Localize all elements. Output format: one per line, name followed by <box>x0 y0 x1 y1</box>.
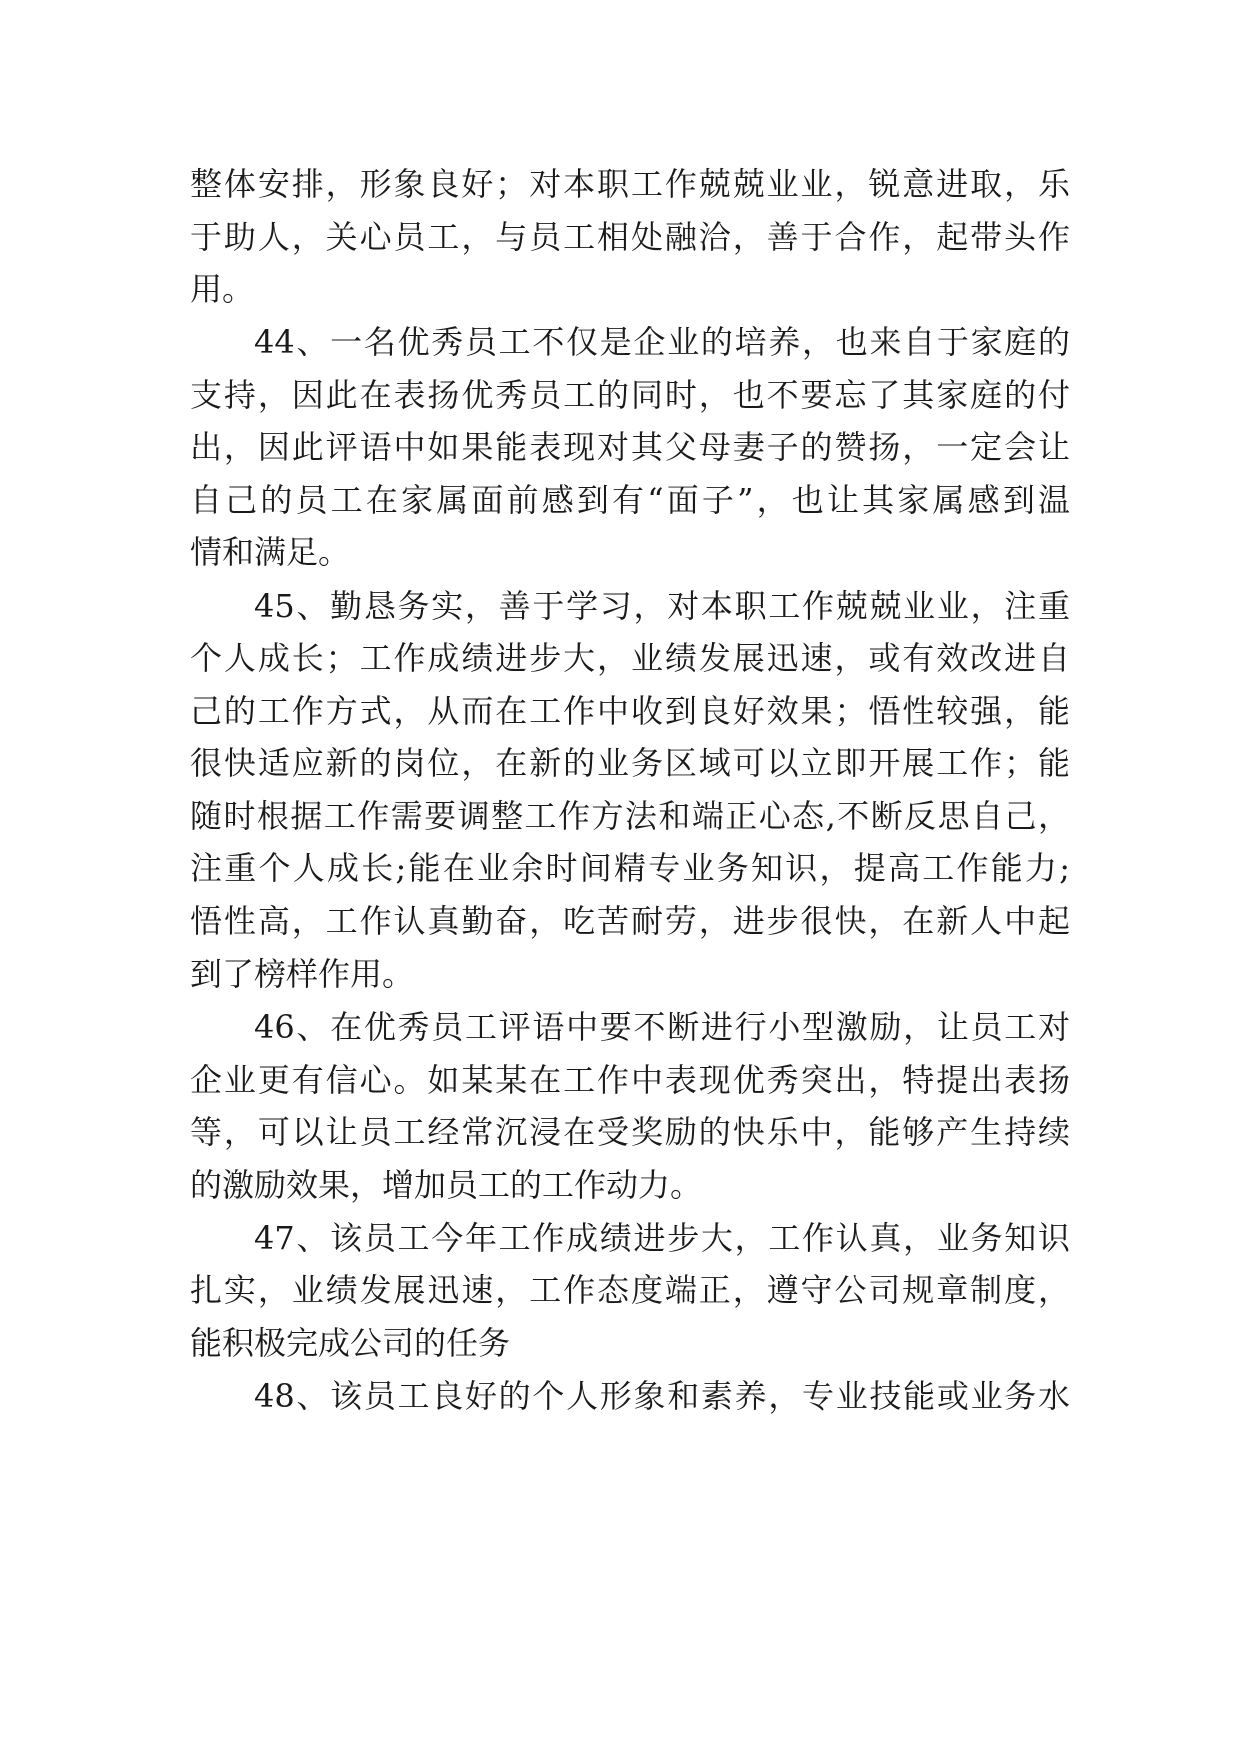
text-line: 的激励效果，增加员工的工作动力。 <box>190 1166 703 1204</box>
text-line: 用。 <box>190 270 255 308</box>
text-line: 整体安排，形象良好；对本职工作兢兢业业，锐意进取，乐 <box>190 165 1070 203</box>
text-line: 支持，因此在表扬优秀员工的同时，也不要忘了其家庭的付 <box>190 376 1070 414</box>
paragraph-45-first-line: 45、勤恳务实，善于学习，对本职工作兢兢业业，注重 <box>254 587 1070 625</box>
paragraph-47-first-line: 47、该员工今年工作成绩进步大，工作认真，业务知识 <box>254 1219 1070 1257</box>
text-line: 注重个人成长;能在业余时间精专业务知识，提高工作能力; <box>190 849 1070 887</box>
text-line: 个人成长；工作成绩进步大，业绩发展迅速，或有效改进自 <box>190 639 1070 677</box>
text-line: 很快适应新的岗位，在新的业务区域可以立即开展工作；能 <box>190 744 1070 782</box>
text-line: 自己的员工在家属面前感到有“面子”，也让其家属感到温 <box>190 481 1070 519</box>
text-line: 情和满足。 <box>190 533 351 571</box>
paragraph-46-first-line: 46、在优秀员工评语中要不断进行小型激励，让员工对 <box>254 1008 1070 1046</box>
text-line: 己的工作方式，从而在工作中收到良好效果；悟性较强，能 <box>190 692 1070 730</box>
text-line: 能积极完成公司的任务 <box>190 1324 511 1362</box>
text-line: 等，可以让员工经常沉浸在受奖励的快乐中，能够产生持续 <box>190 1113 1070 1151</box>
text-line: 悟性高，工作认真勤奋，吃苦耐劳，进步很快，在新人中起 <box>190 902 1070 940</box>
text-line: 到了榜样作用。 <box>190 955 415 993</box>
text-line: 出，因此评语中如果能表现对其父母妻子的赞扬，一定会让 <box>190 428 1070 466</box>
paragraph-48-first-line: 48、该员工良好的个人形象和素养，专业技能或业务水 <box>254 1377 1070 1415</box>
text-line: 随时根据工作需要调整工作方法和端正心态,不断反思自己， <box>190 797 1070 835</box>
text-line: 于助人，关心员工，与员工相处融洽，善于合作，起带头作 <box>190 218 1070 256</box>
paragraph-44-first-line: 44、一名优秀员工不仅是企业的培养，也来自于家庭的 <box>254 323 1070 361</box>
text-line: 扎实，业绩发展迅速，工作态度端正，遵守公司规章制度， <box>190 1271 1070 1309</box>
text-line: 企业更有信心。如某某在工作中表现优秀突出，特提出表扬 <box>190 1061 1070 1099</box>
